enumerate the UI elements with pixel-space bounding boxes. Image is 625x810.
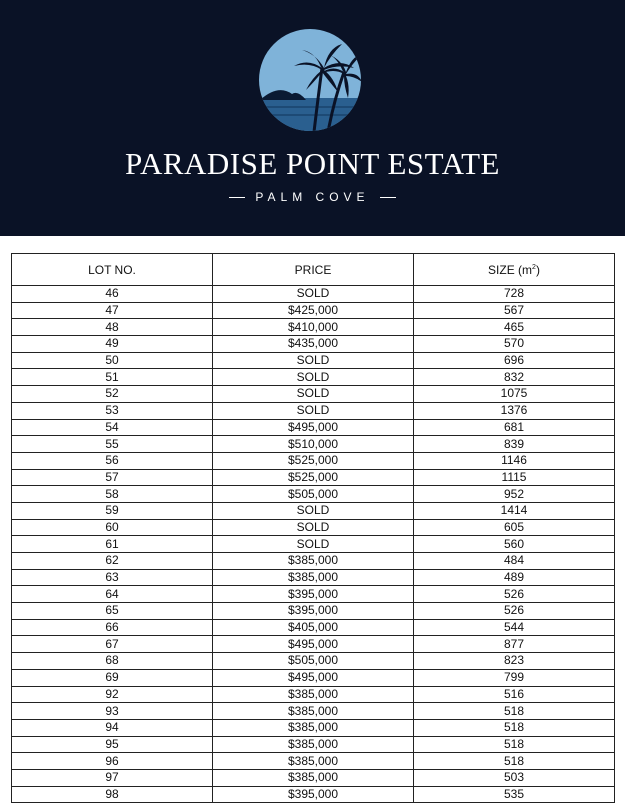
size-cell: 605 [414,519,615,536]
lot-cell: 97 [12,769,213,786]
price-cell: $495,000 [213,419,414,436]
size-cell: 518 [414,703,615,720]
price-cell: $505,000 [213,486,414,503]
table-row [12,369,615,386]
table-row [12,469,615,486]
size-cell: 503 [414,769,615,786]
price-cell: $405,000 [213,619,414,636]
price-cell: SOLD [213,286,414,303]
lot-cell: 64 [12,586,213,603]
table-row [12,686,615,703]
price-cell: SOLD [213,386,414,403]
size-cell: 535 [414,786,615,803]
lot-cell: 63 [12,569,213,586]
size-cell: 696 [414,352,615,369]
lot-cell: 54 [12,419,213,436]
lot-cell: 62 [12,553,213,570]
table-row [12,769,615,786]
price-cell: $505,000 [213,653,414,670]
size-cell: 516 [414,686,615,703]
table-row [12,753,615,770]
table-row [12,636,615,653]
price-cell: $385,000 [213,686,414,703]
size-cell: 681 [414,419,615,436]
price-cell: SOLD [213,519,414,536]
size-cell: 489 [414,569,615,586]
price-cell: SOLD [213,536,414,553]
lot-cell: 49 [12,336,213,353]
size-cell: 1414 [414,502,615,519]
price-cell: $395,000 [213,603,414,620]
size-cell: 484 [414,553,615,570]
lot-cell: 50 [12,352,213,369]
price-cell: $385,000 [213,553,414,570]
price-cell: SOLD [213,502,414,519]
table-row [12,653,615,670]
table-row [12,786,615,803]
lot-column-header: LOT NO. [12,254,213,286]
price-cell: $425,000 [213,302,414,319]
price-cell: $395,000 [213,586,414,603]
estate-subtitle-row [0,190,625,204]
lot-cell: 51 [12,369,213,386]
price-cell: SOLD [213,352,414,369]
table-row [12,502,615,519]
lot-cell: 58 [12,486,213,503]
table-row [12,336,615,353]
size-cell: 839 [414,436,615,453]
lot-cell: 56 [12,452,213,469]
size-header-superscript: 2 [532,263,536,271]
table-body [12,286,615,803]
lot-cell: 98 [12,786,213,803]
price-column-header: PRICE [213,254,414,286]
table-row [12,603,615,620]
size-cell: 544 [414,619,615,636]
price-cell: $495,000 [213,669,414,686]
right-dash-divider [380,197,396,198]
size-cell: 799 [414,669,615,686]
lot-cell: 60 [12,519,213,536]
price-cell: $385,000 [213,719,414,736]
header-banner [0,0,625,236]
size-cell: 832 [414,369,615,386]
lot-cell: 93 [12,703,213,720]
size-cell: 526 [414,586,615,603]
table-row [12,302,615,319]
size-cell: 526 [414,603,615,620]
size-cell: 567 [414,302,615,319]
lot-cell: 61 [12,536,213,553]
lot-cell: 57 [12,469,213,486]
size-cell: 952 [414,486,615,503]
table-row [12,352,615,369]
table-row [12,619,615,636]
price-cell: $510,000 [213,436,414,453]
lot-cell: 94 [12,719,213,736]
price-cell: $525,000 [213,469,414,486]
table-row [12,402,615,419]
table-row [12,736,615,753]
lot-cell: 46 [12,286,213,303]
lot-price-table-wrapper [11,253,615,803]
lot-cell: 53 [12,402,213,419]
lot-cell: 47 [12,302,213,319]
table-row [12,519,615,536]
left-dash-divider [229,197,245,198]
size-cell: 823 [414,653,615,670]
table-row [12,669,615,686]
size-cell: 518 [414,753,615,770]
estate-subtitle: PALM COVE [255,190,370,204]
size-cell: 1146 [414,452,615,469]
table-row [12,286,615,303]
size-cell: 560 [414,536,615,553]
table-row [12,419,615,436]
price-cell: $395,000 [213,786,414,803]
lot-cell: 55 [12,436,213,453]
lot-cell: 92 [12,686,213,703]
lot-cell: 66 [12,619,213,636]
size-header-text: SIZE (m [488,262,533,277]
table-row [12,452,615,469]
size-cell: 1376 [414,402,615,419]
price-cell: $385,000 [213,569,414,586]
table-row [12,486,615,503]
estate-title: PARADISE POINT ESTATE [125,146,500,181]
table-row [12,569,615,586]
size-cell: 518 [414,736,615,753]
price-cell: $385,000 [213,753,414,770]
price-cell: $435,000 [213,336,414,353]
table-row [12,703,615,720]
lot-cell: 95 [12,736,213,753]
table-header-row [12,254,615,286]
size-cell: 570 [414,336,615,353]
lot-cell: 65 [12,603,213,620]
price-cell: $385,000 [213,769,414,786]
size-cell: 518 [414,719,615,736]
lot-cell: 67 [12,636,213,653]
price-cell: SOLD [213,402,414,419]
price-cell: SOLD [213,369,414,386]
table-row [12,436,615,453]
palm-tree-logo-icon [258,28,362,132]
table-row [12,319,615,336]
table-row [12,536,615,553]
table-row [12,386,615,403]
lot-cell: 96 [12,753,213,770]
lot-cell: 59 [12,502,213,519]
size-column-header [414,254,615,286]
table-row [12,586,615,603]
size-header-close: ) [535,262,540,277]
table-row [12,719,615,736]
size-cell: 465 [414,319,615,336]
lot-cell: 68 [12,653,213,670]
price-cell: $385,000 [213,736,414,753]
size-cell: 1075 [414,386,615,403]
lot-price-table [11,253,615,803]
price-cell: $410,000 [213,319,414,336]
lot-cell: 48 [12,319,213,336]
lot-cell: 52 [12,386,213,403]
price-cell: $385,000 [213,703,414,720]
lot-cell: 69 [12,669,213,686]
price-cell: $495,000 [213,636,414,653]
table-row [12,553,615,570]
price-cell: $525,000 [213,452,414,469]
size-cell: 877 [414,636,615,653]
size-cell: 1115 [414,469,615,486]
size-cell: 728 [414,286,615,303]
